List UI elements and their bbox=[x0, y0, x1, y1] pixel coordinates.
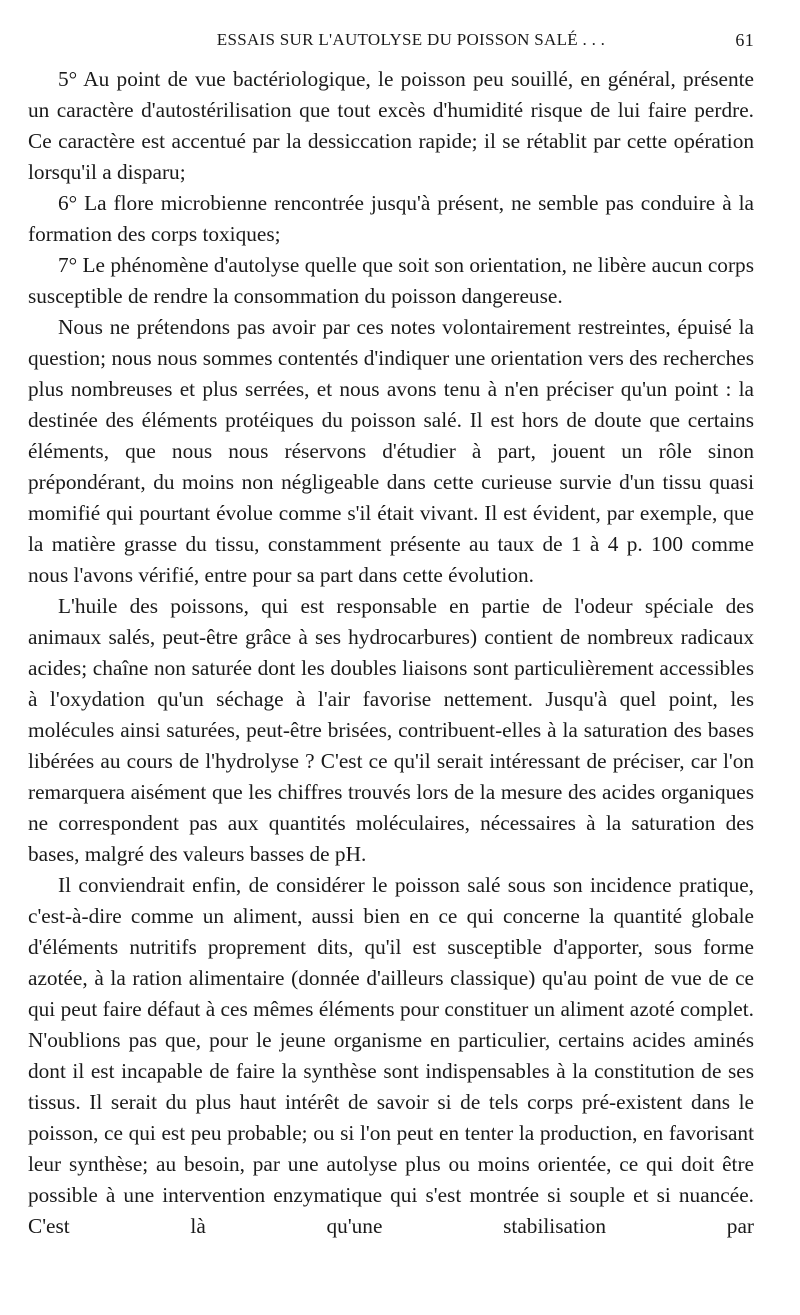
book-page bbox=[28, 30, 754, 1242]
paragraph-fish-oil: L'huile des poissons, qui est responsable en partie de l'odeur spéciale des animaux salés, peut-être grâce à ses hydrocarbures) contient de nombreux radicaux acides; chaîne non saturée dont les doubles liaisons sont particulièrement accessibles à l'oxydation qu'un séchage à l'air favorise nettement. Jusqu'à quel point, les molécules ainsi saturées, peut-être brisées, contribuent-elles à la saturation des bases libérées au cours de l'hydrolyse ? C'est ce qu'il serait intéressant de préciser, car l'on remarquera aisément que les chiffres trouvés lors de la mesure des acides organiques ne correspondent pas aux quantités moléculaires, nécessaires à la saturation des bases, malgré des valeurs basses de pH. bbox=[28, 594, 754, 866]
body-text bbox=[28, 64, 754, 1242]
paragraph-conclusion-7: 7° Le phénomène d'autolyse quelle que soit son orientation, ne libère aucun corps susceptible de rendre la consommation du poisson dangereuse. bbox=[28, 253, 754, 308]
running-head bbox=[28, 30, 754, 54]
paragraph-conclusion-6: 6° La flore microbienne rencontrée jusqu'à présent, ne semble pas conduire à la formation des corps toxiques; bbox=[28, 191, 754, 246]
paragraph-discussion: Nous ne prétendons pas avoir par ces notes volontairement restreintes, épuisé la question; nous nous sommes contentés d'indiquer une orientation vers des recherches plus nombreuses et plus serrées, et nous avons tenu à n'en préciser qu'un point : la destinée des éléments protéiques du poisson salé. Il est hors de doute que certains éléments, que nous nous réservons d'étudier à part, jouent un rôle sinon prépondérant, du moins non négligeable dans cette curieuse survie d'un tissu quasi momifié qui pourtant évolue comme s'il était vivant. Il est évident, par exemple, que la matière grasse du tissu, constamment présente au taux de 1 à 4 p. 100 comme nous l'avons vérifié, entre pour sa part dans cette évolution. bbox=[28, 315, 754, 587]
paragraph-nutrition: Il conviendrait enfin, de considérer le poisson salé sous son incidence pratique, c'est-à-dire comme un aliment, aussi bien en ce qui concerne la quantité globale d'éléments nutritifs proprement dits, qu'il est susceptible d'apporter, sous forme azotée, à la ration alimentaire (donnée d'ailleurs classique) qu'au point de vue de ce qui peut faire défaut à ces mêmes éléments pour constituer un aliment azoté complet. N'oublions pas que, pour le jeune organisme en particulier, certains acides aminés dont il est incapable de faire la synthèse sont indispensables à la constitution de ses tissus. Il serait du plus haut intérêt de savoir si de tels corps pré-existent dans le poisson, ce qui est peu probable; ou si l'on peut en tenter la production, en favorisant leur synthèse; au besoin, par une autolyse plus ou moins orientée, ce qui doit être possible à une intervention enzymatique qui s'est montrée si souple et si nuancée. C'est là qu'une stabilisation par bbox=[28, 873, 754, 1238]
paragraph-conclusion-5: 5° Au point de vue bactériologique, le poisson peu souillé, en général, présente un caractère d'autostérilisation que tout excès d'humidité risque de lui faire perdre. Ce caractère est accentué par la dessiccation rapide; il se rétablit par cette opération lorsqu'il a disparu; bbox=[28, 67, 754, 184]
page-number: 61 bbox=[735, 30, 754, 50]
running-title: ESSAIS SUR L'AUTOLYSE DU POISSON SALÉ . . . bbox=[216, 30, 606, 49]
